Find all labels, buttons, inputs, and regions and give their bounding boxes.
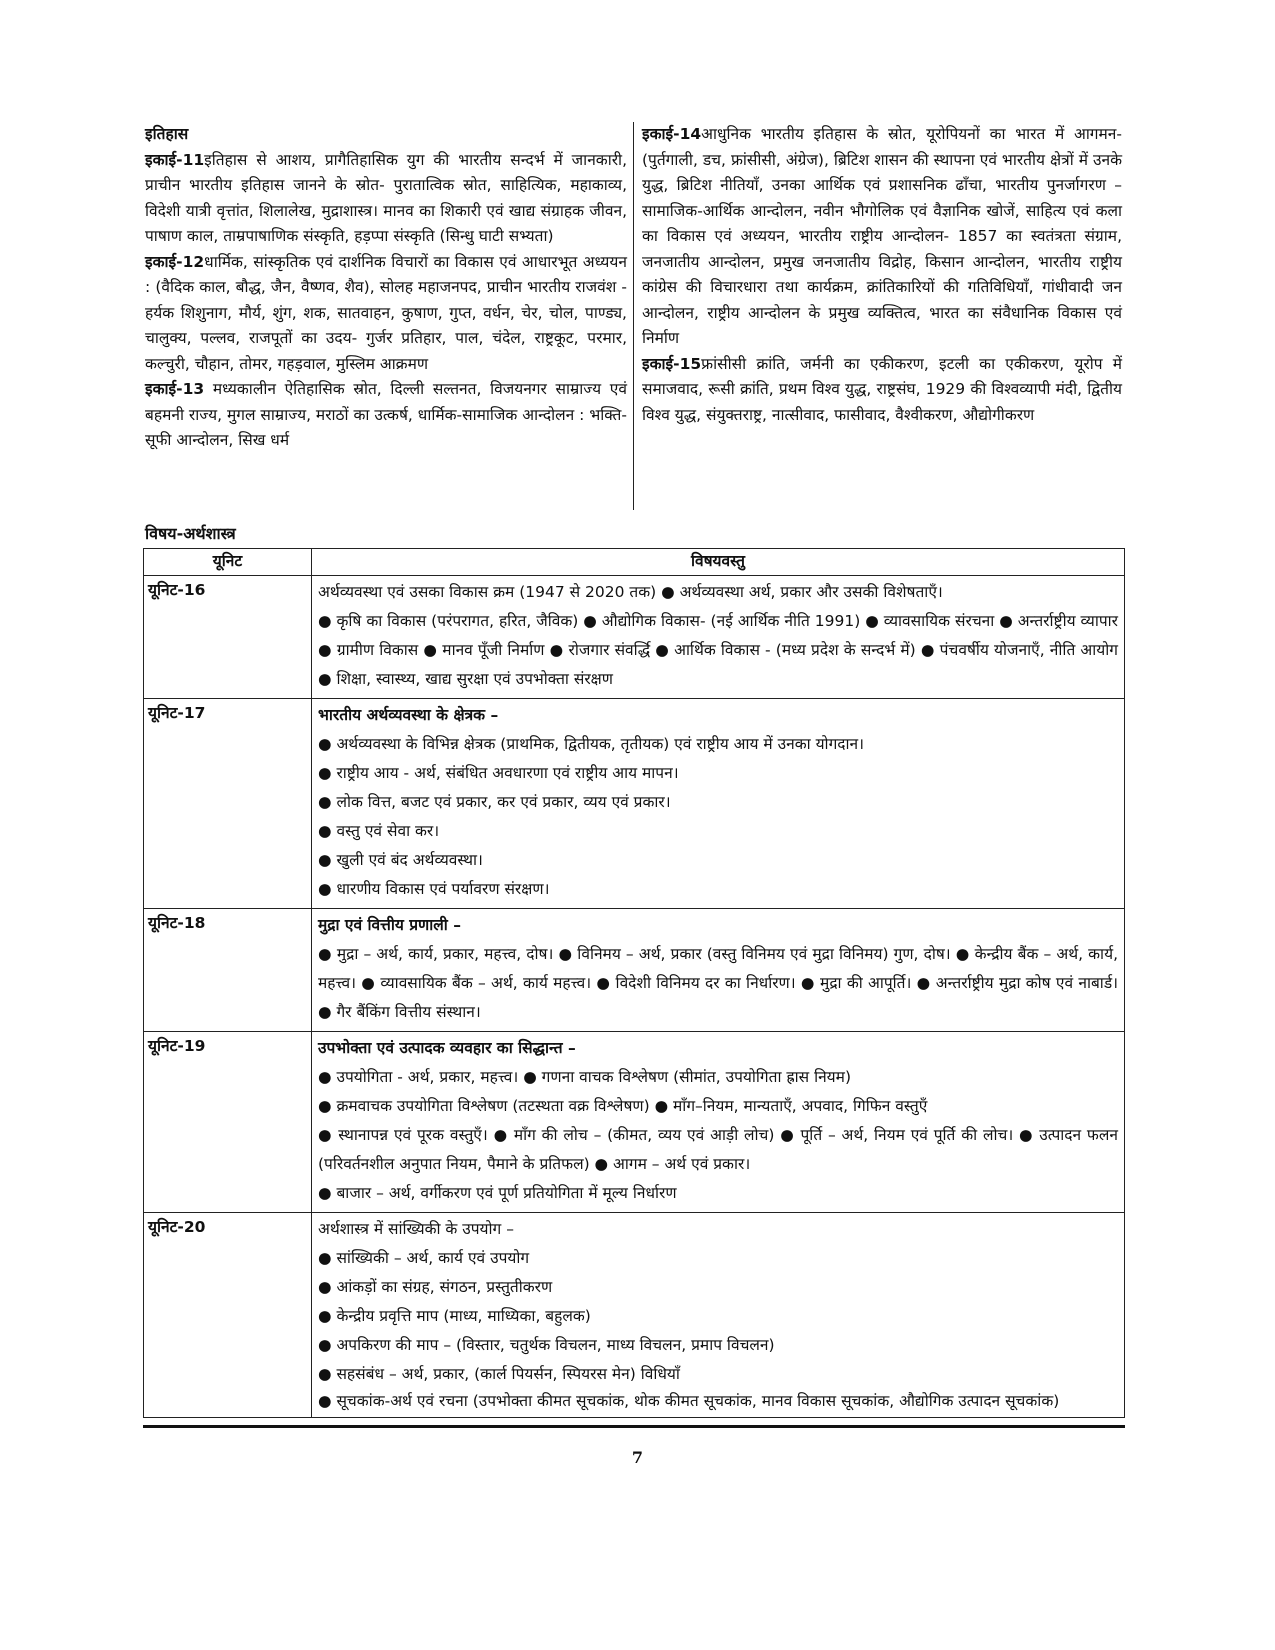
- history-unit-12: [145, 250, 627, 378]
- history-heading: इतिहास: [145, 125, 189, 143]
- table-header-row: [144, 549, 1125, 576]
- content-line: ● वस्तु एवं सेवा कर।: [318, 822, 440, 840]
- content-line: ● सूचकांक-अर्थ एवं रचना (उपभोक्ता कीमत सूचकांक, थोक कीमत सूचकांक, मानव विकास सूचकांक, औद्योगिक उत्पादन सूचकांक): [318, 1392, 1060, 1410]
- history-unit-13: [145, 377, 627, 454]
- unit-tag: इकाई-13: [145, 380, 205, 398]
- header-unit: यूनिट: [144, 549, 312, 576]
- unit-tag: इकाई-14: [642, 125, 702, 143]
- topic-title: अर्थशास्त्र में सांख्यिकी के उपयोग –: [318, 1220, 514, 1238]
- unit-cell: यूनिट-20: [144, 1213, 312, 1418]
- column-divider: [633, 122, 634, 510]
- content-line: अर्थव्यवस्था एवं उसका विकास क्रम (1947 से 2020 तक) ● अर्थव्यवस्था अर्थ, प्रकार और उसकी विशेषताएँ।: [318, 583, 943, 601]
- content-cell: [312, 1213, 1125, 1418]
- history-unit-11: [145, 148, 627, 250]
- content-line: ● स्थानापन्न एवं पूरक वस्तुएँ। ● माँग की लोच – (कीमत, व्यय एवं आड़ी लोच) ● पूर्ति – अर्थ, नियम एवं पूर्ति की लोच। ● उत्पादन फलन (परिवर्तनशील अनुपात नियम, पैमाने के प्रतिफल) ● आगम – अर्थ एवं प्रकार।: [318, 1126, 1118, 1173]
- unit-tag: इकाई-11: [145, 150, 205, 169]
- content-line: ● केन्द्रीय प्रवृत्ति माप (माध्य, माध्यिका, बहुलक): [318, 1307, 591, 1325]
- topic-title: मुद्रा एवं वित्तीय प्रणाली –: [318, 916, 461, 934]
- unit-text: आधुनिक भारतीय इतिहास के स्रोत, यूरोपियनों का भारत में आगमन- (पुर्तगाली, डच, फ्रांसीसी, अंग्रेज), ब्रिटिश शासन की स्थापना एवं भारतीय क्षेत्रों में उनके युद्ध, ब्रिटिश नीतियाँ, उनका आर्थिक एवं प्रशासनिक ढाँचा, भारतीय पुनर्जागरण – सामाजिक-आर्थिक आन्दोलन, नवीन भौगोलिक एवं वैज्ञानिक खोजें, साहित्य एवं कला का विकास एवं अध्ययन, भारतीय राष्ट्रीय आन्दोलन- 1857 का स्वतंत्रता संग्राम, जनजातीय आन्दोलन, प्रमुख जनजातीय विद्रोह, किसान आन्दोलन, भारतीय राष्ट्रीय कांग्रेस की विचारधारा तथा कार्यक्रम, क्रांतिकारियों की गतिविधियाँ, गांधीवादी जन आन्दोलन, राष्ट्रीय आन्दोलन के प्रमुख व्यक्तित्व, भारत का संवैधानिक विकास एवं निर्माण: [642, 125, 1122, 347]
- content-line: ● सहसंबंध – अर्थ, प्रकार, (कार्ल पियर्सन, स्पियरस मेन) विधियाँ: [318, 1365, 680, 1383]
- history-unit-15: [642, 352, 1122, 429]
- history-section: [145, 122, 1125, 512]
- content-line: ● अर्थव्यवस्था के विभिन्न क्षेत्रक (प्राथमिक, द्वितीयक, तृतीयक) एवं राष्ट्रीय आय में उनका योगदान।: [318, 735, 865, 753]
- table-row: [144, 576, 1125, 699]
- content-line: ● आंकड़ों का संग्रह, संगठन, प्रस्तुतीकरण: [318, 1278, 553, 1296]
- content-line: ● राष्ट्रीय आय - अर्थ, संबंधित अवधारणा एवं राष्ट्रीय आय मापन।: [318, 764, 679, 782]
- page-number: 7: [631, 1448, 644, 1467]
- content-line: ● अपकिरण की माप – (विस्तार, चतुर्थक विचलन, माध्य विचलन, प्रमाप विचलन): [318, 1336, 775, 1354]
- economics-section-title: विषय-अर्थशास्त्र: [145, 524, 236, 543]
- history-right-column: [642, 122, 1122, 428]
- history-left-column: [145, 122, 627, 454]
- economics-syllabus-table: [143, 548, 1125, 1418]
- table-row: [144, 699, 1125, 909]
- table-row: [144, 909, 1125, 1032]
- content-line: ● लोक वित्त, बजट एवं प्रकार, कर एवं प्रकार, व्यय एवं प्रकार।: [318, 793, 671, 811]
- footer-rule: [143, 1425, 1125, 1428]
- topic-title: भारतीय अर्थव्यवस्था के क्षेत्रक –: [318, 706, 499, 724]
- unit-tag: इकाई-15: [642, 354, 702, 373]
- history-unit-14: [642, 122, 1122, 352]
- header-content: विषयवस्तु: [312, 549, 1125, 576]
- content-line: ● सांख्यिकी – अर्थ, कार्य एवं उपयोग: [318, 1249, 530, 1267]
- unit-tag: इकाई-12: [145, 252, 205, 271]
- content-cell: [312, 1032, 1125, 1213]
- unit-cell: यूनिट-19: [144, 1032, 312, 1213]
- content-cell: [312, 909, 1125, 1032]
- content-line: ● खुली एवं बंद अर्थव्यवस्था।: [318, 851, 483, 869]
- unit-cell: यूनिट-17: [144, 699, 312, 909]
- content-line: ● धारणीय विकास एवं पर्यावरण संरक्षण।: [318, 880, 550, 898]
- content-line: ● बाजार – अर्थ, वर्गीकरण एवं पूर्ण प्रतियोगिता में मूल्य निर्धारण: [318, 1184, 677, 1202]
- content-line: ● कृषि का विकास (परंपरागत, हरित, जैविक) ● औद्योगिक विकास- (नई आर्थिक नीति 1991) ● व्यावसायिक संरचना ● अन्तर्राष्ट्रीय व्यापार ● ग्रामीण विकास ● मानव पूँजी निर्माण ● रोजगार संवर्द्धि ● आर्थिक विकास - (मध्य प्रदेश के सन्दर्भ में) ● पंचवर्षीय योजनाएँ, नीति आयोग ● शिक्षा, स्वास्थ्य, खाद्य सुरक्षा एवं उपभोक्ता संरक्षण: [318, 612, 1118, 688]
- unit-text: धार्मिक, सांस्कृतिक एवं दार्शनिक विचारों का विकास एवं आधारभूत अध्ययन : (वैदिक काल, बौद्ध, जैन, वैष्णव, शैव), सोलह महाजनपद, प्राचीन भारतीय राजवंश - हर्यक शिशुनाग, मौर्य, शुंग, शक, सातवाहन, कुषाण, गुप्त, वर्धन, चेर, चोल, पाण्ड्य, चालुक्य, पल्लव, राजपूतों का उदय- गुर्जर प्रतिहार, पाल, चंदेल, राष्ट्रकूट, परमार, कल्चुरी, चौहान, तोमर, गहड़वाल, मुस्लिम आक्रमण: [145, 252, 627, 373]
- unit-text: इतिहास से आशय, प्रागैतिहासिक युग की भारतीय सन्दर्भ में जानकारी, प्राचीन भारतीय इतिहास जानने के स्रोत- पुरातात्विक स्रोत, साहित्यिक, महाकाव्य, विदेशी यात्री वृत्तांत, शिलालेख, मुद्राशास्त्र। मानव का शिकारी एवं खाद्य संग्राहक जीवन, पाषाण काल, ताम्रपाषाणिक संस्कृति, हड़प्पा संस्कृति (सिन्धु घाटी सभ्यता): [145, 150, 627, 245]
- table-row: [144, 1032, 1125, 1213]
- unit-text: मध्यकालीन ऐतिहासिक स्रोत, दिल्ली सल्तनत, विजयनगर साम्राज्य एवं बहमनी राज्य, मुगल साम्राज्य, मराठों का उत्कर्ष, धार्मिक-सामाजिक आन्दोलन : भक्ति-सूफी आन्दोलन, सिख धर्म: [145, 380, 627, 449]
- content-line: ● मुद्रा – अर्थ, कार्य, प्रकार, महत्त्व, दोष। ● विनिमय – अर्थ, प्रकार (वस्तु विनिमय एवं मुद्रा विनिमय) गुण, दोष। ● केन्द्रीय बैंक – अर्थ, कार्य, महत्त्व। ● व्यावसायिक बैंक – अर्थ, कार्य महत्त्व। ● विदेशी विनिमय दर का निर्धारण। ● मुद्रा की आपूर्ति। ● अन्तर्राष्ट्रीय मुद्रा कोष एवं नाबार्ड। ● गैर बैंकिंग वित्तीय संस्थान।: [318, 945, 1118, 1021]
- topic-title: उपभोक्ता एवं उत्पादक व्यवहार का सिद्धान्त –: [318, 1039, 576, 1057]
- content-line: ● क्रमवाचक उपयोगिता विश्लेषण (तटस्थता वक्र विश्लेषण) ● माँग–नियम, मान्यताएँ, अपवाद, गिफिन वस्तुएँ: [318, 1097, 928, 1115]
- unit-cell: यूनिट-16: [144, 576, 312, 699]
- content-line: ● उपयोगिता - अर्थ, प्रकार, महत्त्व। ● गणना वाचक विश्लेषण (सीमांत, उपयोगिता ह्रास नियम): [318, 1068, 851, 1086]
- unit-text: फ्रांसीसी क्रांति, जर्मनी का एकीकरण, इटली का एकीकरण, यूरोप में समाजवाद, रूसी क्रांति, प्रथम विश्व युद्ध, राष्ट्रसंघ, 1929 की विश्वव्यापी मंदी, द्वितीय विश्व युद्ध, संयुक्तराष्ट्र, नात्सीवाद, फासीवाद, वैश्वीकरण, औद्योगीकरण: [642, 354, 1122, 424]
- content-cell: [312, 576, 1125, 699]
- unit-cell: यूनिट-18: [144, 909, 312, 1032]
- content-cell: [312, 699, 1125, 909]
- table-row: [144, 1213, 1125, 1418]
